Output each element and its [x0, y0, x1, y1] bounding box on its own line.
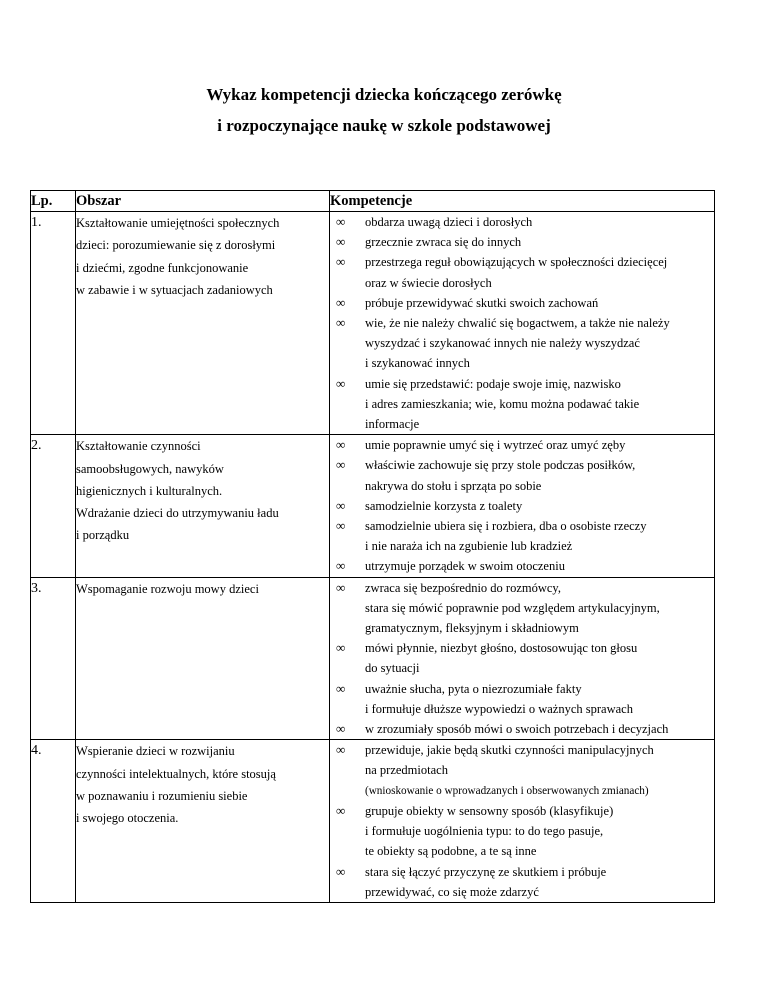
competency-line: w zrozumiały sposób mówi o swoich potrzebach i decyzjach	[365, 722, 669, 737]
obszar-line: Kształtowanie umiejętności społecznych	[76, 216, 280, 230]
competency-line: wie, że nie należy chwalić się bogactwem, a także nie należy	[365, 316, 670, 331]
obszar-cell	[76, 212, 330, 435]
infinity-bullet-icon: ∞	[336, 234, 346, 250]
obszar-line: samoobsługowych, nawyków	[76, 461, 224, 476]
competency-line: (wnioskowanie o wprowadzanych i obserwowanych zmianach)	[365, 784, 649, 797]
competency-line: przewidywać, co się może zdarzyć	[365, 884, 539, 899]
competency-line: uważnie słucha, pyta o niezrozumiałe fakty	[365, 681, 582, 696]
infinity-bullet-icon: ∞	[336, 558, 346, 574]
competency-line: obdarza uwagą dzieci i dorosłych	[365, 215, 533, 229]
competency-item	[330, 801, 714, 862]
obszar-line: i swojego otoczenia.	[76, 811, 179, 826]
competency-item	[330, 862, 714, 902]
header-lp: Lp.	[31, 191, 76, 212]
table-header-row	[31, 191, 715, 212]
infinity-bullet-icon: ∞	[336, 315, 346, 331]
competency-line: i nie naraża ich na zgubienie lub kradzież	[365, 539, 573, 554]
competency-item	[330, 578, 714, 639]
obszar-line: i porządku	[76, 528, 130, 543]
obszar-line: w zabawie i w sytuacjach zadaniowych	[76, 282, 273, 297]
infinity-bullet-icon: ∞	[336, 742, 346, 758]
obszar-line: Wspieranie dzieci w rozwijaniu	[76, 744, 235, 759]
obszar-line: Wspomaganie rozwoju mowy dzieci	[76, 581, 259, 596]
header-kompetencje: Kompetencje	[330, 191, 715, 212]
infinity-bullet-icon: ∞	[336, 802, 346, 818]
competency-item	[330, 212, 714, 232]
competency-line: grzecznie zwraca się do innych	[365, 235, 522, 250]
competency-item	[330, 374, 714, 435]
competency-item	[330, 293, 714, 313]
competency-line: i formułuje dłuższe wypowiedzi o ważnych sprawach	[365, 701, 633, 716]
competency-item	[330, 719, 714, 739]
obszar-line: w poznawaniu i rozumieniu siebie	[76, 788, 248, 803]
infinity-bullet-icon: ∞	[336, 518, 346, 534]
competency-line: wyszydzać i szykanować innych nie należy wyszydzać	[365, 336, 640, 351]
infinity-bullet-icon: ∞	[336, 721, 346, 737]
competency-line: przestrzega reguł obowiązujących w społeczności dziecięcej	[365, 255, 668, 270]
infinity-bullet-icon: ∞	[336, 254, 346, 270]
competency-line: grupuje obiekty w sensowny sposób (klasyfikuje)	[365, 803, 614, 818]
infinity-bullet-icon: ∞	[336, 457, 346, 473]
obszar-cell	[76, 435, 330, 577]
obszar-line: Wdrażanie dzieci do utrzymywaniu ładu	[76, 506, 279, 521]
competency-line: samodzielnie korzysta z toalety	[365, 498, 523, 513]
infinity-bullet-icon: ∞	[336, 437, 346, 453]
competency-line: próbuje przewidywać skutki swoich zachowań	[365, 295, 599, 310]
competency-line: i formułuje uogólnienia typu: to do tego pasuje,	[365, 824, 604, 839]
competency-item	[330, 740, 714, 801]
competency-line: stara się mówić poprawnie pod względem artykulacyjnym,	[365, 600, 660, 615]
competencies-table	[30, 190, 715, 903]
document-title-line-2: i rozpoczynające naukę w szkole podstawowej	[217, 116, 551, 135]
header-obszar: Obszar	[76, 191, 330, 212]
infinity-bullet-icon: ∞	[336, 294, 346, 310]
infinity-bullet-icon: ∞	[336, 375, 346, 391]
obszar-line: i dziećmi, zgodne funkcjonowanie	[76, 260, 249, 275]
table-row	[31, 740, 715, 903]
competency-line: umie poprawnie umyć się i wytrzeć oraz umyć zęby	[365, 438, 626, 453]
competency-line: do sytuacji	[365, 661, 420, 676]
infinity-bullet-icon: ∞	[336, 640, 346, 656]
competency-line: przewiduje, jakie będą skutki czynności manipulacyjnych	[365, 743, 654, 758]
row-number: 3.	[31, 577, 76, 740]
competency-item	[330, 455, 714, 495]
infinity-bullet-icon: ∞	[336, 497, 346, 513]
row-number: 1.	[31, 212, 76, 435]
obszar-cell	[76, 577, 330, 740]
competency-line: oraz w świecie dorosłych	[365, 275, 492, 290]
competency-item	[330, 679, 714, 719]
competency-line: gramatycznym, fleksyjnym i składniowym	[365, 621, 579, 636]
competency-line: utrzymuje porządek w swoim otoczeniu	[365, 559, 565, 574]
kompetencje-cell	[330, 740, 715, 903]
table-row	[31, 435, 715, 577]
obszar-line: czynności intelektualnych, które stosują	[76, 766, 276, 781]
competency-line: właściwie zachowuje się przy stole podczas posiłków,	[365, 458, 636, 473]
obszar-line: dzieci: porozumiewanie się z dorosłymi	[76, 238, 276, 253]
competency-item	[330, 556, 714, 576]
infinity-bullet-icon: ∞	[336, 680, 346, 696]
infinity-bullet-icon: ∞	[336, 579, 346, 595]
infinity-bullet-icon: ∞	[336, 863, 346, 879]
obszar-line: Kształtowanie czynności	[76, 439, 201, 454]
table-row	[31, 212, 715, 435]
competency-line: na przedmiotach	[365, 763, 448, 778]
competency-line: i adres zamieszkania; wie, komu można podawać takie	[365, 396, 640, 411]
competency-item	[330, 516, 714, 556]
kompetencje-cell	[330, 577, 715, 740]
row-number: 2.	[31, 435, 76, 577]
table-body	[31, 212, 715, 903]
competency-line: zwraca się bezpośrednio do rozmówcy,	[365, 580, 561, 595]
competency-item	[330, 638, 714, 678]
competency-line: stara się łączyć przyczynę ze skutkiem i próbuje	[365, 864, 607, 879]
competency-item	[330, 496, 714, 516]
infinity-bullet-icon: ∞	[336, 214, 346, 229]
obszar-line: higienicznych i kulturalnych.	[76, 483, 223, 498]
competency-line: samodzielnie ubiera się i rozbiera, dba o osobiste rzeczy	[365, 519, 647, 534]
competency-item	[330, 252, 714, 292]
kompetencje-cell	[330, 435, 715, 577]
table-row	[31, 577, 715, 740]
document-title-line-1: Wykaz kompetencji dziecka kończącego zerówkę	[206, 85, 562, 104]
obszar-cell	[76, 740, 330, 903]
kompetencje-cell	[330, 212, 715, 435]
competency-line: informacje	[365, 417, 420, 432]
competency-item	[330, 313, 714, 374]
row-number: 4.	[31, 740, 76, 903]
competency-item	[330, 435, 714, 455]
competency-line: te obiekty są podobne, a te są inne	[365, 844, 537, 859]
competency-item	[330, 232, 714, 252]
competency-line: umie się przedstawić: podaje swoje imię, nazwisko	[365, 376, 621, 391]
competency-line: nakrywa do stołu i sprząta po sobie	[365, 478, 542, 493]
competency-line: mówi płynnie, niezbyt głośno, dostosowując ton głosu	[365, 641, 638, 656]
competency-line: i szykanować innych	[365, 356, 470, 371]
